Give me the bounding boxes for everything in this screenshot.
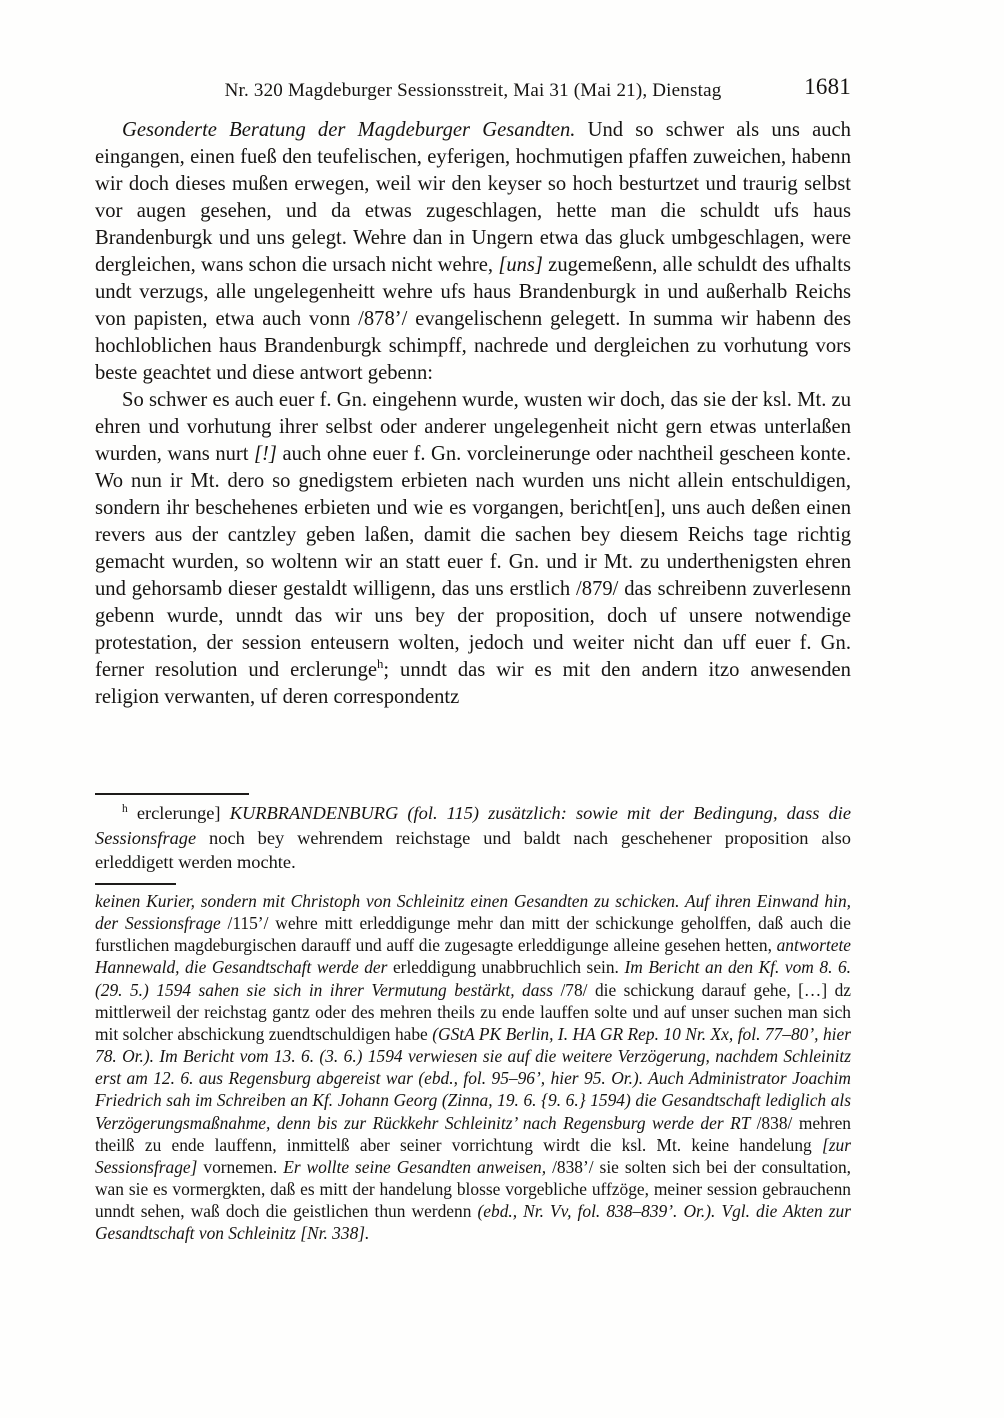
main-text	[95, 117, 851, 711]
paragraph-deliberation: Gesonderte Beratung der Magdeburger Gesandten. Und so schwer als uns auch eingangen, einen fueß den teufelischen, eyferigen, hochmutigen pfaffen zuweichen, habenn wir doch dieses mußen erwegen, weil wir den keyser so hoch besturtzet und traurig selbst vor augen gesehen, und da etwas zugeschlagen, hette man die schuldt ufs haus Brandenburgk und uns gelegt. Wehre dan in Ungern etwa das gluck umbgeschlagen, were dergleichen, wans schon die ursach nicht wehre, [uns] zugemeßenn, alle schuldt des ufhalts undt verzugs, alle ungelegenheitt wehre ufs haus Brandenburgk in und außerhalb Reichs von papisten, etwa auch vonn /878’/ evangelischenn gelegett. In summa wir habenn des hochloblichen haus Brandenburgk schimpff, nachrede und dergleichen zu vorhutung vors beste geachtet und diese antwort gebenn:	[95, 119, 852, 384]
paragraph-answer: So schwer es auch euer f. Gn. eingehenn wurde, wusten wir doch, das sie der ksl. Mt. zu ehren und vorhutung ihrer selbst oder anderer ungelegenheit nicht gern etwas unterlaßen wurden, wans nurt [!] auch ohne euer f. Gn. vorcleinerunge oder nachtheil gescheen konte. Wo nun ir Mt. dero so gnedigstem erbieten nach wurden uns nicht allein entschuldigen, sondern ihr beschehenes erbieten und wie es vorgangen, bericht[en], uns auch deßen einen revers aus der cantzley geben laßen, damit die sachen bey diesem Reichs tage richtig gemacht wurden, so woltenn wir an statt euer f. Gn. und ir Mt. zu underthenigsten ehren und gehorsamb dieser gestaldt willigenn, das uns erstlich /879/ das schreibenn zuverlesenn gebenn wurde, unndt das wir uns bey der proposition, doch uf unsere notwendige protestation, der session enteusern wolten, jedoch und weiter nicht dan uff euer f. Gn. ferner resolution und erclerunge$^h$; unndt das wir es mit den andern itzo anwesenden religion verwanten, uf deren correspondentz	[95, 389, 851, 708]
footnote-h: $^h$ erclerunge] KURBRANDENBURG (fol. 115) zusätzlich: sowie mit der Bedingung, dass die Sessionsfrage noch bey wehrendem reichstage und baldt nach geschehener proposition also erleddigett werden mochte.	[95, 802, 851, 873]
page-header	[95, 74, 851, 102]
footnote-separator-rule	[95, 793, 249, 795]
apparatus-separator-rule	[95, 883, 176, 885]
apparatus-note: keinen Kurier, sondern mit Christoph von Schleinitz einen Gesandten zu schicken. Auf ihren Einwand hin, der Sessionsfrage /115’/ wehre mitt erleddigunge mehr dan mitt der schickunge geholffen, daß auch die furstlichen magdeburgischen darauff und auff die zugesagte erleddigunge alleine gesehen hetten, antwortete Hannewald, die Gesandtschaft werde der erleddigung unabbruchlich sein. Im Bericht an den Kf. vom 8. 6. (29. 5.) 1594 sahen sie sich in ihrer Vermutung bestärkt, dass /78/ die schickung darauf gehe, […] dz mittlerweil der reichstag gantz oder des mehren theils zu ende lauffen solte und auf unser suchen man sich mit solcher abschickung zuendtschuldigen habe (GStA PK Berlin, I. HA GR Rep. 10 Nr. Xx, fol. 77–80’, hier 78. Or.). Im Bericht vom 13. 6. (3. 6.) 1594 verwiesen sie auf die weitere Verzögerung, nachdem Schleinitz erst am 12. 6. aus Regensburg abgereist war (ebd., fol. 95–96’, hier 95. Or.). Auch Administrator Joachim Friedrich sah im Schreiben an Kf. Johann Georg (Zinna, 19. 6. {9. 6.} 1594) die Gesandtschaft lediglich als Verzögerungsmaßnahme, denn bis zur Rückkehr Schleinitz’ nach Regensburg werde der RT /838/ mehren theilß zu ende lauffenn, inmittelß aber seiner vorrichtung wirdt die ksl. Mt. keine handelung [zur Sessionsfrage] vornemen. Er wollte seine Gesandten anweisen, /838’/ sie solten sich bei der consultation, wan sie es vormergkten, daß es mitt der handelung blosse vorgebliche uffzöge, meiner session gebrauchenn unndt sehen, waß doch die geistlichen thun werdenn (ebd., Nr. Vv, fol. 838–839’. Or.). Vgl. die Akten zur Gesandtschaft von Schleinitz [Nr. 338].	[95, 891, 852, 1244]
page-number: 1681	[804, 74, 851, 99]
running-title: Nr. 320 Magdeburger Sessionsstreit, Mai 31 (Mai 21), Dienstag	[224, 80, 722, 101]
